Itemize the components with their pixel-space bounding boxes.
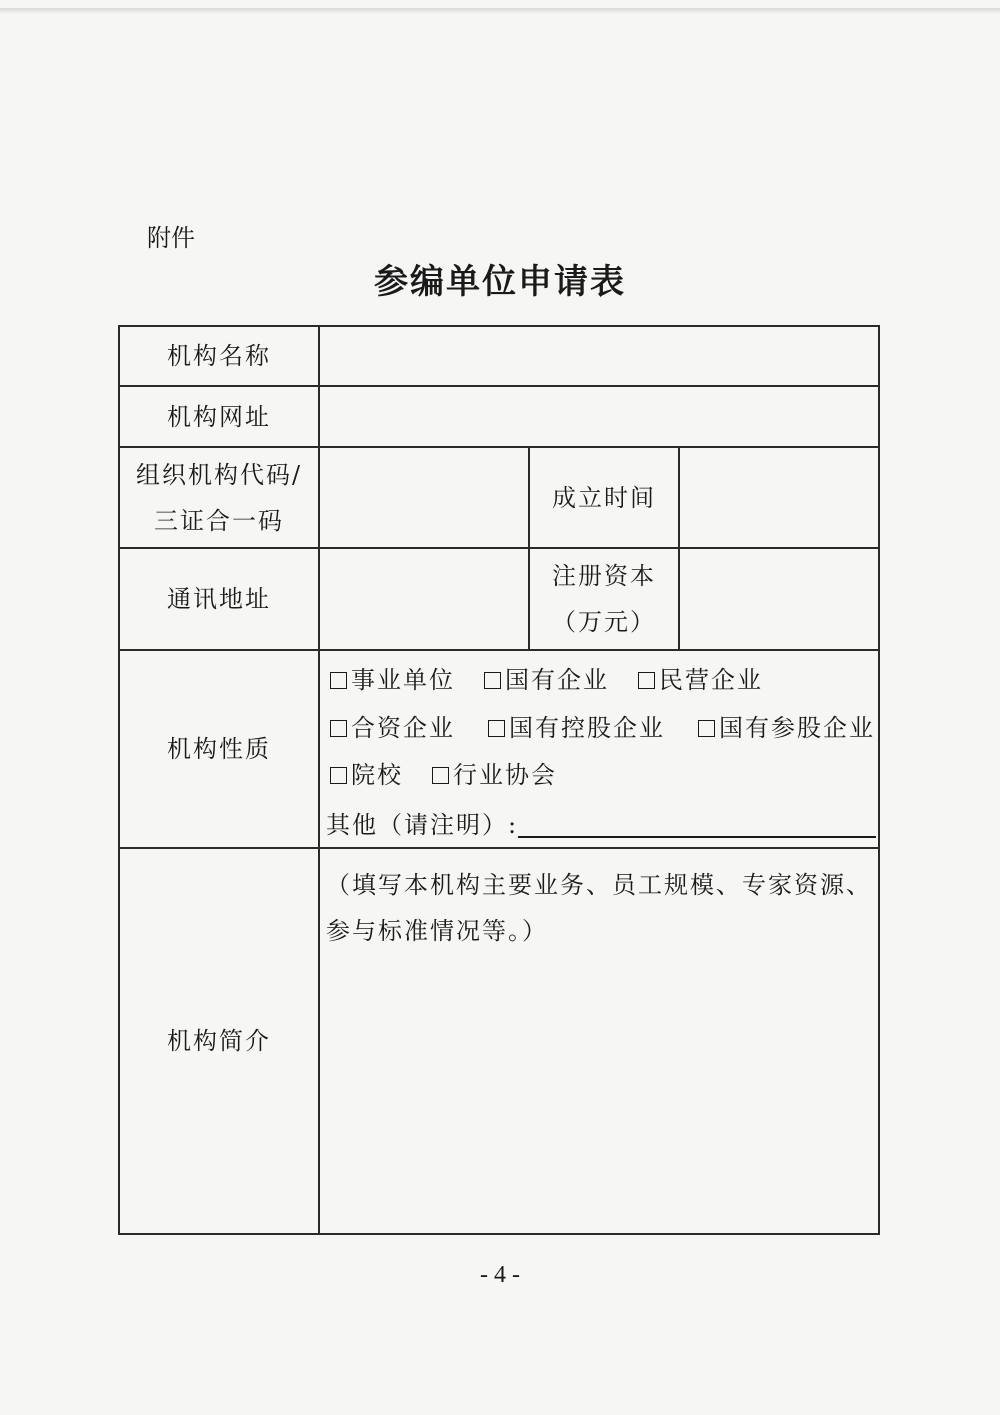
checkbox-icon[interactable] <box>698 720 715 737</box>
checkbox-icon[interactable] <box>330 720 347 737</box>
org-name-field[interactable] <box>320 327 878 385</box>
org-website-field[interactable] <box>320 387 878 446</box>
org-website-label: 机构网址 <box>167 402 271 431</box>
option-joint-venture[interactable]: 合资企业 <box>330 708 455 743</box>
checkbox-icon[interactable] <box>638 672 655 689</box>
application-form-table <box>118 325 880 1235</box>
option-public-institution[interactable]: 事业单位 <box>330 660 455 695</box>
option-private[interactable]: 民营企业 <box>638 660 763 695</box>
nature-other-row <box>326 805 518 840</box>
option-state-controlled[interactable]: 国有控股企业 <box>488 708 665 743</box>
option-state-owned[interactable]: 国有企业 <box>484 660 609 695</box>
attachment-label: 附件 <box>147 224 195 252</box>
checkbox-icon[interactable] <box>432 767 449 784</box>
scan-top-edge <box>0 8 1000 14</box>
org-name-label: 机构名称 <box>167 342 271 370</box>
org-code-field[interactable] <box>320 448 528 547</box>
capital-label: 注册资本 （万元） <box>552 562 656 636</box>
profile-hint[interactable]: （填写本机构主要业务、员工规模、专家资源、参与标准情况等。） <box>326 871 872 945</box>
nature-label: 机构性质 <box>167 735 271 763</box>
page-number: - 4 - <box>480 1262 520 1288</box>
option-state-participated[interactable]: 国有参股企业 <box>698 708 875 743</box>
address-field[interactable] <box>320 549 528 649</box>
org-code-label: 组织机构代码/ 三证合一码 <box>135 460 303 535</box>
form-title: 参编单位申请表 <box>374 262 626 302</box>
profile-label: 机构简介 <box>167 1027 271 1055</box>
address-label: 通讯地址 <box>167 585 271 613</box>
checkbox-icon[interactable] <box>330 767 347 784</box>
capital-field[interactable] <box>680 549 878 649</box>
checkbox-icon[interactable] <box>330 672 347 689</box>
founded-field[interactable] <box>680 448 878 547</box>
option-industry-association[interactable]: 行业协会 <box>432 755 557 790</box>
checkbox-icon[interactable] <box>488 720 505 737</box>
checkbox-icon[interactable] <box>484 672 501 689</box>
founded-label: 成立时间 <box>552 483 656 512</box>
option-other-label: 其他（请注明）: <box>326 811 519 839</box>
other-fill-line[interactable] <box>518 836 876 838</box>
option-college[interactable]: 院校 <box>330 755 403 790</box>
